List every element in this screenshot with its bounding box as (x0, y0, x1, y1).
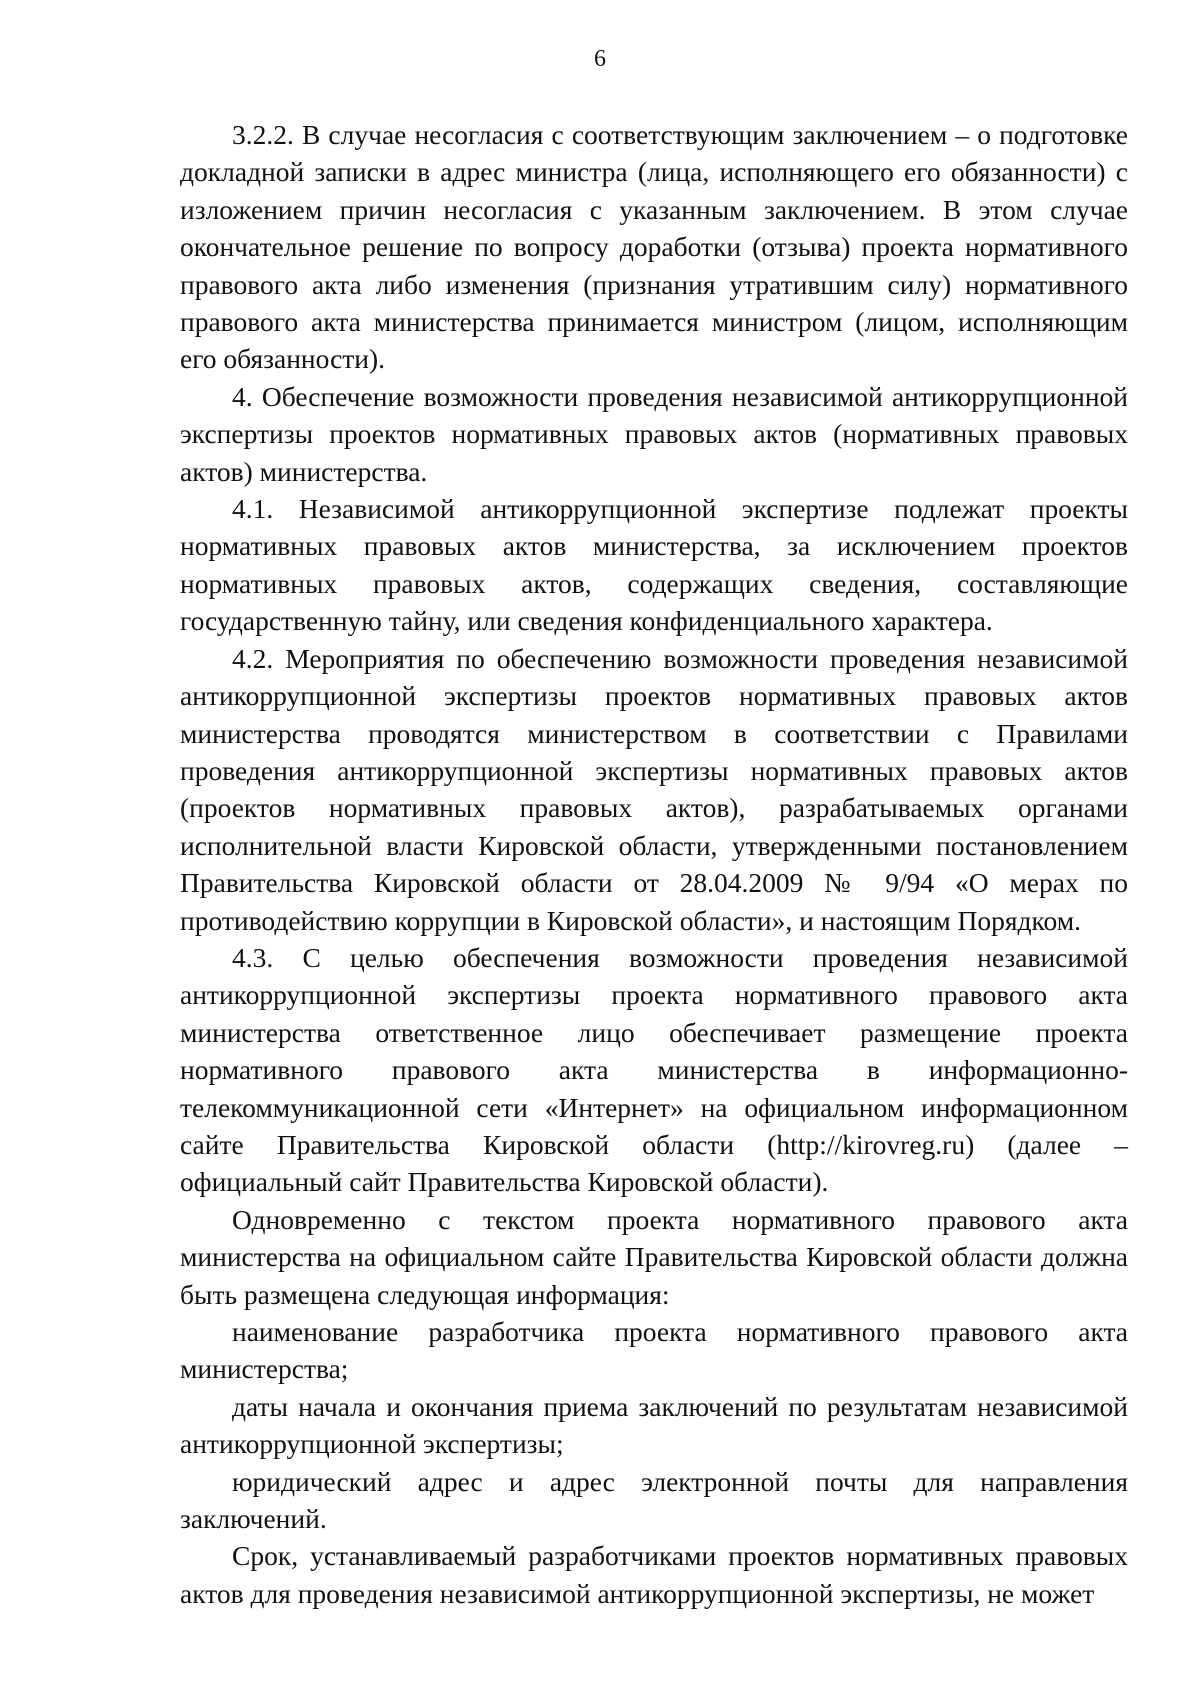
paragraph-4: 4. Обеспечение возможности проведения независимой антикоррупционной экспертизы проектов нормативных правовых актов (нормативных правовых актов) министерства. (180, 380, 1128, 487)
paragraph-4-3: 4.3. С целью обеспечения возможности проведения независимой антикоррупционной экспертизы проекта нормативного правового акта министерства ответственное лицо обеспечивает размещение проекта нормативного правового акта министерства в информационно-телекоммуникационной сети «Интернет» на официальном информационном сайте Правительства Кировской области (http://kirovreg.ru) (далее – официальный сайт Правительства Кировской области). (180, 941, 1128, 1198)
paragraph-term: Срок, устанавливаемый разработчиками проектов нормативных правовых актов для проведения независимой антикоррупционной экспертизы, не может (180, 1540, 1128, 1609)
paragraph-simultaneously: Одновременно с текстом проекта нормативного правового акта министерства на официальном сайте Правительства Кировской области должна быть размещена следующая информация: (180, 1203, 1128, 1310)
page-number: 6 (594, 46, 606, 72)
list-item-dates: даты начала и окончания приема заключений по результатам независимой антикоррупционной экспертизы; (180, 1390, 1128, 1460)
list-item-developer-name: наименование разработчика проекта нормативного правового акта министерства; (180, 1316, 1128, 1385)
list-item-address: юридический адрес и адрес электронной почты для направления заключений. (180, 1465, 1128, 1535)
document-body (180, 116, 1128, 1612)
paragraph-4-2: 4.2. Мероприятия по обеспечению возможности проведения независимой антикоррупционной экспертизы проектов нормативных правовых актов министерства проводятся министерством в соответствии с Правилами проведения антикоррупционной экспертизы нормативных правовых актов (проектов нормативных правовых актов), разрабатываемых органами исполнительной власти Кировской области, утвержденными постановлением Правительства Кировской области от 28.04.2009 № 9/94 «О мерах по противодействию коррупции в Кировской области», и настоящим Порядком. (180, 642, 1128, 936)
paragraph-4-1: 4.1. Независимой антикоррупционной экспертизе подлежат проекты нормативных правовых актов министерства, за исключением проектов нормативных правовых актов, содержащих сведения, составляющие государственную тайну, или сведения конфиденциального характера. (180, 493, 1128, 637)
paragraph-3-2-2: 3.2.2. В случае несогласия с соответствующим заключением – о подготовке докладной записки в адрес министра (лица, исполняющего его обязанности) с изложением причин несогласия с указанным заключением. В этом случае окончательное решение по вопросу доработки (отзыва) проекта нормативного правового акта либо изменения (признания утратившим силу) нормативного правового акта министерства принимается министром (лицом, исполняющим его обязанности). (180, 119, 1128, 375)
